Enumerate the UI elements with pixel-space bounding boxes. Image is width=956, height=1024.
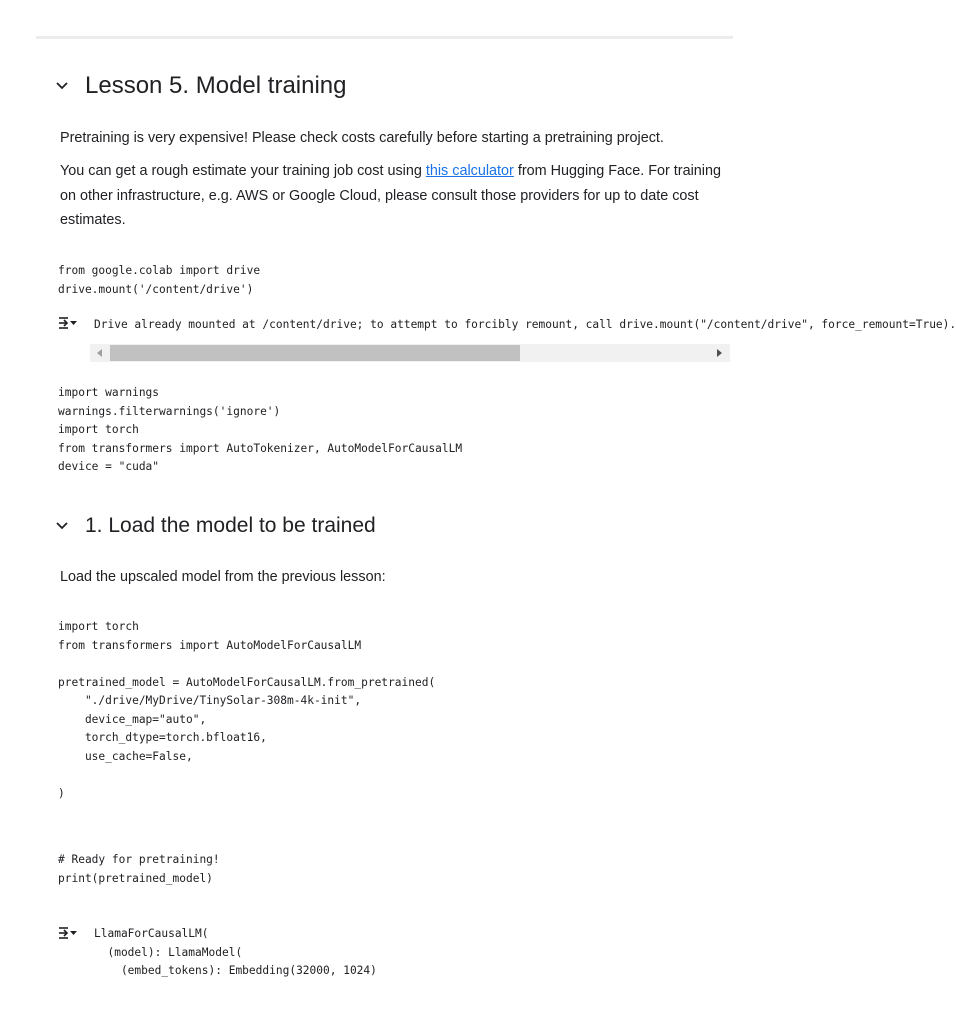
- output-clip: [94, 315, 956, 335]
- output-text: LlamaForCausalLM( (model): LlamaModel( (embed_tokens): Embedding(32000, 1024): [94, 927, 377, 977]
- code-cell-drive-mount[interactable]: from google.colab import drive drive.mount('/content/drive'): [58, 264, 261, 296]
- code-cell-print-model[interactable]: # Ready for pretraining! print(pretrained_model): [58, 853, 220, 885]
- intro-paragraph: Pretraining is very expensive! Please check costs carefully before starting a pretraining project.: [60, 130, 664, 146]
- calculator-link[interactable]: this calculator: [425, 163, 514, 179]
- section-heading-load-model: [55, 511, 376, 541]
- section-heading-lesson: [55, 70, 347, 102]
- chevron-down-icon[interactable]: [55, 79, 69, 93]
- top-divider: [36, 36, 733, 39]
- cost-text-after: from Hugging Face. For training on other infrastructure, e.g. AWS or Google Cloud, please consult those providers for up to date cost estimates.: [60, 163, 721, 228]
- output-toggle-icon[interactable]: [58, 315, 80, 331]
- output-toggle-icon[interactable]: [58, 925, 80, 941]
- load-paragraph: Load the upscaled model from the previous lesson:: [60, 569, 386, 585]
- output-text: Drive already mounted at /content/drive; to attempt to forcibly remount, call drive.mount("/content/drive", force_remount=True).: [94, 318, 956, 331]
- cell-output: [58, 925, 377, 981]
- code-cell-imports[interactable]: import warnings warnings.filterwarnings('ignore') import torch from transformers import AutoTokenizer, AutoModelForCausalLM device = "cuda": [58, 386, 463, 473]
- code-cell-load-model[interactable]: import torch from transformers import AutoModelForCausalLM pretrained_model = AutoModelForCausalLM.from_pretrained( "./drive/MyDrive/TinySolar-308m-4k-init", device_map="auto", torch_dtype=torch.bfloat16, use_cache=False, ): [58, 620, 436, 800]
- scrollbar-thumb[interactable]: [110, 345, 520, 361]
- cost-text-before: You can get a rough estimate your training job cost using: [60, 163, 426, 179]
- section-title: 1. Load the model to be trained: [85, 514, 376, 537]
- scroll-right-icon[interactable]: [712, 344, 728, 362]
- cell-output: [58, 315, 956, 335]
- scroll-left-icon[interactable]: [92, 344, 108, 362]
- section-title: Lesson 5. Model training: [85, 72, 347, 99]
- horizontal-scrollbar[interactable]: [90, 344, 730, 362]
- chevron-down-icon[interactable]: [55, 519, 69, 533]
- cost-paragraph: [60, 159, 730, 233]
